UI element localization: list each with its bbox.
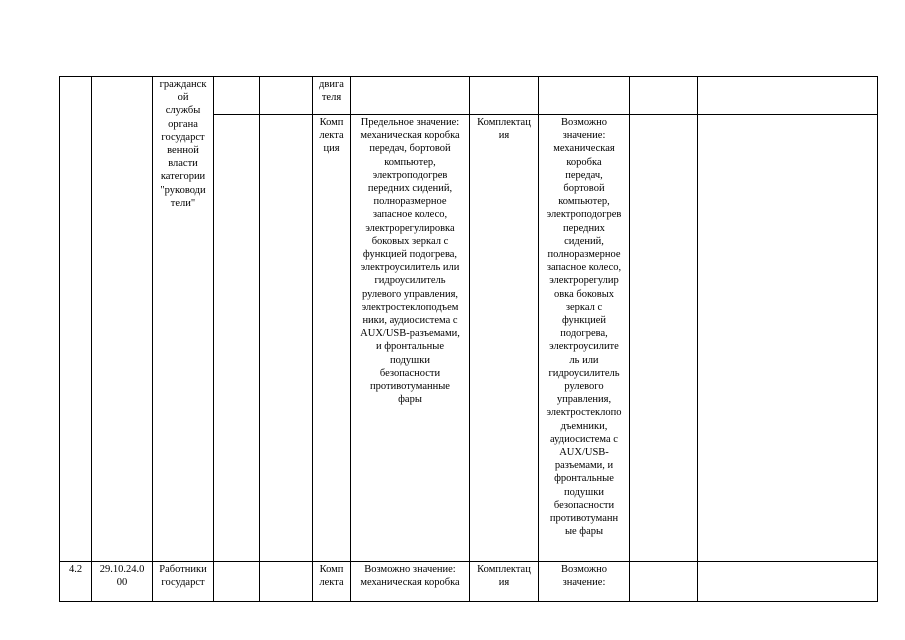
empty-cell	[630, 562, 698, 602]
empty-cell	[214, 115, 260, 562]
empty-cell	[698, 115, 878, 562]
characteristic-cell: Комп лекта ция	[313, 115, 351, 562]
empty-cell	[214, 77, 260, 115]
characteristic-cell: Комп лекта	[313, 562, 351, 602]
category-cell: гражданск ой службы органа государст венной власти категории "руководи тели"	[153, 77, 214, 562]
empty-cell	[698, 562, 878, 602]
empty-cell	[698, 77, 878, 115]
empty-cell	[630, 115, 698, 562]
table-row	[60, 77, 878, 115]
row-number-cell	[60, 77, 92, 562]
empty-cell	[630, 77, 698, 115]
specification-table	[59, 76, 878, 602]
limit-value-cell	[351, 77, 470, 115]
empty-cell	[260, 77, 313, 115]
characteristic-cell: Комплектац ия	[470, 562, 539, 602]
empty-cell	[260, 562, 313, 602]
row-number-cell: 4.2	[60, 562, 92, 602]
characteristic-cell: Комплектац ия	[470, 115, 539, 562]
limit-value-cell: Возможно значение: механическая коробка	[351, 562, 470, 602]
characteristic-cell: двига теля	[313, 77, 351, 115]
table-row	[60, 562, 878, 602]
category-cell: Работники государст	[153, 562, 214, 602]
possible-value-cell: Возможно значение: механическая коробка передач, бортовой компьютер, электроподогрев передних сидений, полноразмерное запасное колесо, электрорегулир овка боковых зеркал с функцией подогрева, электроусилите ль или гидроусилитель рулевого управления, электростеклопо дъемники, аудиосистема с AUX/USB- разъемами, и фронтальные подушки безопасности противотуманн ые фары	[539, 115, 630, 562]
possible-value-cell	[539, 77, 630, 115]
code-cell: 29.10.24.0 00	[92, 562, 153, 602]
possible-value-cell: Возможно значение:	[539, 562, 630, 602]
empty-cell	[260, 115, 313, 562]
characteristic-cell	[470, 77, 539, 115]
empty-cell	[214, 562, 260, 602]
code-cell	[92, 77, 153, 562]
limit-value-cell: Предельное значение: механическая коробка передач, бортовой компьютер, электроподогрев передних сидений, полноразмерное запасное колесо, электрорегулировка боковых зеркал с функцией подогрева, электроусилитель или гидроусилитель рулевого управления, электростеклоподъем ники, аудиосистема с AUX/USB-разъемами, и фронтальные подушки безопасности противотуманные фары	[351, 115, 470, 562]
